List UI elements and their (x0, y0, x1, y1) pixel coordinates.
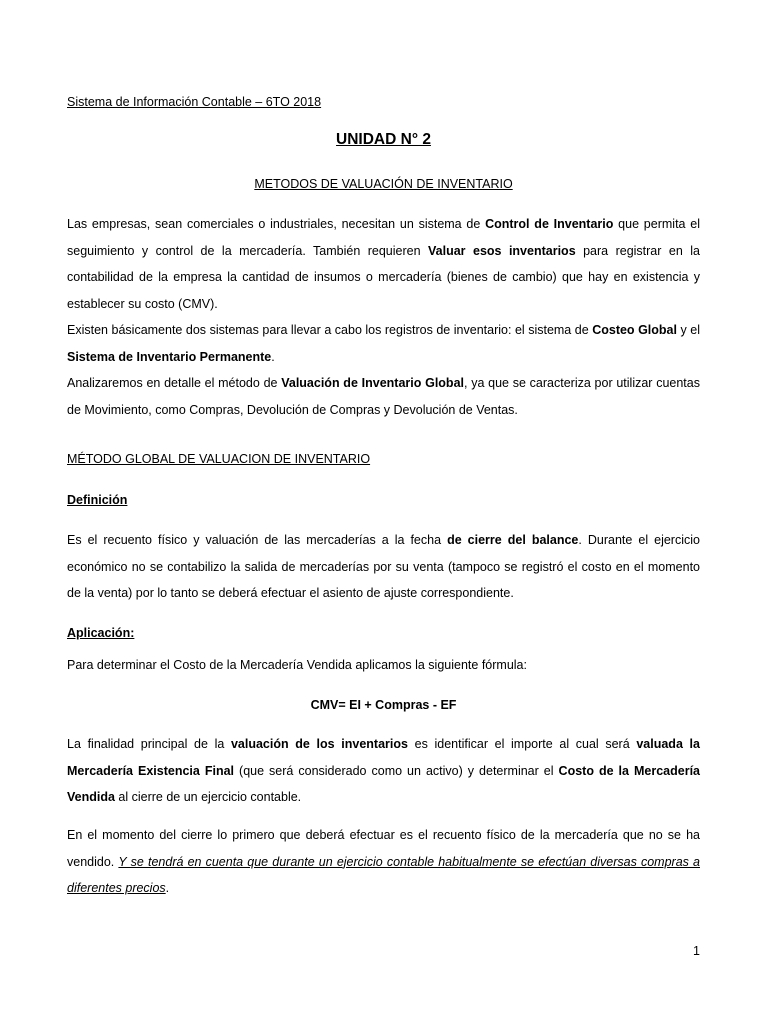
section-title: MÉTODO GLOBAL DE VALUACION DE INVENTARIO (67, 452, 371, 466)
intro-paragraph-3: Analizaremos en detalle el método de Valuación de Inventario Global, ya que se caracteriza por utilizar cuentas de Movimiento, como Compras, Devolución de Compras y Devolución de Ventas. (67, 376, 700, 417)
aplicacion-intro: Para determinar el Costo de la Mercadería Vendida aplicamos la siguiente fórmula: (67, 658, 527, 672)
cmv-formula: CMV= EI + Compras - EF (310, 698, 457, 712)
aplicacion-heading: Aplicación: (67, 626, 135, 640)
definicion-paragraph: Es el recuento físico y valuación de las mercaderías a la fecha de cierre del balance. Durante el ejercicio económico no se contabilizo la salida de mercaderías por su venta (tampoco se registró el costo en el momento de la venta) por lo tanto se deberá efectuar el asiento de ajuste correspondiente. (67, 533, 700, 600)
aplicacion-section-2 (67, 822, 700, 902)
definicion-heading: Definición (67, 493, 128, 507)
document-page (67, 0, 700, 1024)
aplicacion-paragraph-2: En el momento del cierre lo primero que deberá efectuar es el recuento físico de la mercadería que no se ha vendido. Y se tendrá en cuenta que durante un ejercicio contable habitualmente se efectúan diversas compras a diferentes precios. (67, 828, 700, 895)
aplicacion-section-1 (67, 731, 700, 811)
aplicacion-paragraph-1: La finalidad principal de la valuación de los inventarios es identificar el importe al cual será valuada la Mercadería Existencia Final (que será considerado como un activo) y determinar el Costo de la Mercadería Vendida al cierre de un ejercicio contable. (67, 737, 700, 804)
unit-subtitle: METODOS DE VALUACIÓN DE INVENTARIO (254, 177, 513, 191)
course-title: Sistema de Información Contable – 6TO 2018 (67, 95, 322, 109)
intro-paragraph-2: Existen básicamente dos sistemas para llevar a cabo los registros de inventario: el sistema de Costeo Global y el Sistema de Inventario Permanente. (67, 323, 700, 364)
definicion-section (67, 527, 700, 607)
intro-section (67, 211, 700, 423)
intro-paragraph-1: Las empresas, sean comerciales o industriales, necesitan un sistema de Control de Inventario que permita el seguimiento y control de la mercadería. También requieren Valuar esos inventarios para registrar en la contabilidad de la empresa la cantidad de insumos o mercadería (bienes de cambio) que hay en existencia y establecer su costo (CMV). (67, 217, 700, 311)
page-number: 1 (693, 944, 700, 958)
unit-title: UNIDAD N° 2 (336, 131, 431, 148)
